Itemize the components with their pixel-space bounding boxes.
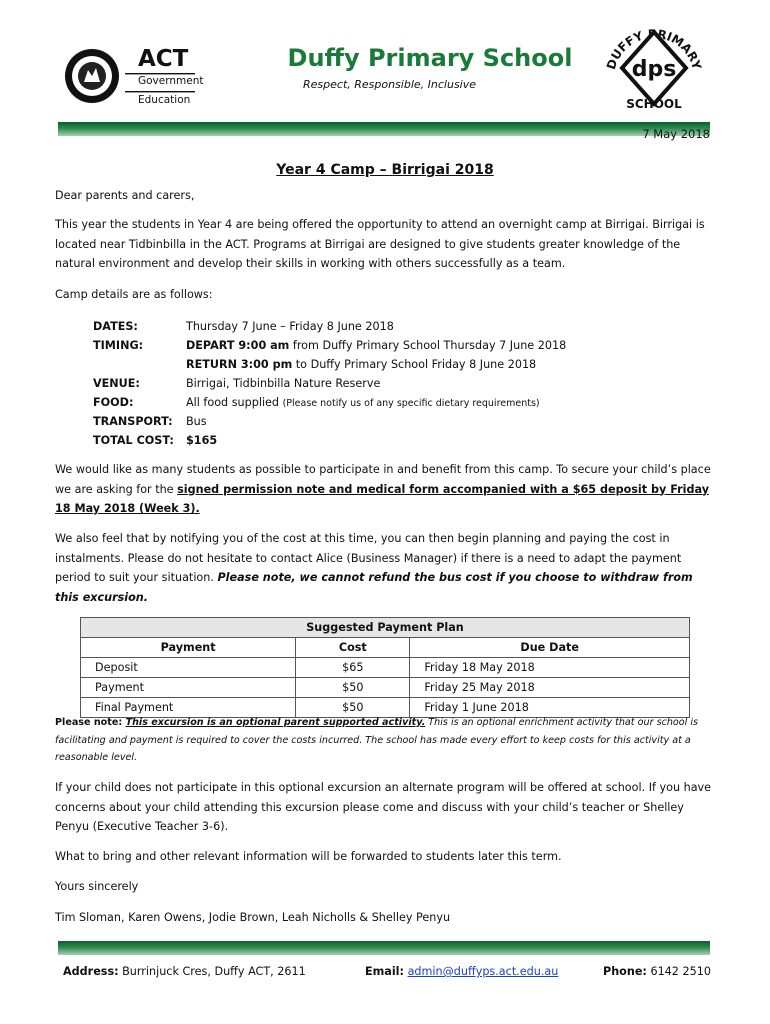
school-name: Duffy Primary School	[287, 44, 573, 72]
signoff: Yours sincerely	[55, 880, 139, 893]
optional-activity-note: Please note: This excursion is an optional parent supported activity. This is an optional enrichment activity that our school is facilitating and payment is required to cover the costs incurred. The school has made every effort to keep costs for this activity at a reasonable level.	[55, 717, 699, 763]
intro-paragraph: This year the students in Year 4 are being offered the opportunity to attend an overnight camp at Birrigai. Birrigai is located near Tidbinbilla in the ACT. Programs at Birrigai are designed to give students greater knowledge of the natural environment and develop their skills in working with others successfully as a team.	[55, 218, 705, 270]
deposit-requirement: signed permission note and medical form accompanied with a $65 deposit by Friday 18 May 2018 (Week 3).	[55, 482, 709, 515]
cost-cell: $65	[296, 658, 410, 678]
payment-cell: Payment	[81, 678, 296, 698]
payment-info-paragraph	[55, 529, 715, 607]
venue-value: Birrigai, Tidbinbilla Nature Reserve	[186, 377, 381, 390]
phone-label: Phone:	[603, 965, 647, 978]
col-header-payment: Payment	[81, 638, 296, 658]
details-row-timing	[93, 336, 566, 355]
salutation: Dear parents and carers,	[55, 189, 195, 202]
timing-label: TIMING:	[93, 339, 144, 352]
letter-title: Year 4 Camp – Birrigai 2018	[276, 162, 494, 178]
cost-cell: $50	[296, 678, 410, 698]
badge-initials: dps	[631, 57, 677, 82]
payment-plan-caption: Suggested Payment Plan	[81, 618, 690, 638]
col-header-due-date: Due Date	[410, 638, 690, 658]
details-row-return	[93, 355, 566, 374]
act-logo-education: Education	[138, 94, 191, 106]
timing-return	[186, 355, 566, 374]
timing-depart	[186, 336, 566, 355]
cost-value: $165	[186, 434, 218, 447]
food-note: (Please notify us of any specific dietary requirements)	[282, 398, 540, 409]
badge-top-text: UFFY PRIMAR	[608, 26, 701, 64]
letter-date: 7 May 2018	[642, 127, 710, 141]
note-underlined: This excursion is an optional parent supported activity.	[125, 717, 426, 728]
dates-value: Thursday 7 June – Friday 8 June 2018	[186, 320, 394, 333]
act-logo-government: Government	[138, 75, 204, 87]
table-row	[81, 658, 690, 678]
address-value: Burrinjuck Cres, Duffy ACT, 2611	[118, 965, 306, 978]
depart-rest: from Duffy Primary School Thursday 7 June 2018	[289, 339, 567, 352]
payment-cell: Final Payment	[81, 698, 296, 718]
note-label: Please note	[55, 717, 119, 728]
header-divider-band	[58, 122, 710, 136]
dates-label: DATES:	[93, 320, 138, 333]
signatories: Tim Sloman, Karen Owens, Jodie Brown, Leah Nicholls & Shelley Penyu	[55, 911, 451, 924]
details-row-venue	[93, 374, 566, 393]
footer-address	[63, 965, 306, 978]
email-link[interactable]: admin@duffyps.act.edu.au	[407, 965, 559, 978]
what-to-bring-paragraph: What to bring and other relevant information will be forwarded to students later this term.	[55, 850, 562, 863]
badge-school-text: SCHOOL	[626, 97, 682, 111]
details-row-transport	[93, 412, 566, 431]
footer-divider-band	[58, 941, 710, 955]
email-label: Email:	[365, 965, 404, 978]
venue-label: VENUE:	[93, 377, 140, 390]
food-value	[186, 393, 566, 412]
due-date-cell: Friday 25 May 2018	[410, 678, 690, 698]
food-label: FOOD:	[93, 396, 134, 409]
footer-phone	[603, 965, 711, 978]
alternate-program-paragraph: If your child does not participate in this optional excursion an alternate program will be offered at school. If you have concerns about your child attending this excursion please come and discuss with your child’s teacher or Shelley Penyu (Executive Teacher 3-6).	[55, 781, 712, 833]
details-row-cost	[93, 431, 566, 450]
school-badge-logo	[606, 18, 702, 114]
due-date-cell: Friday 1 June 2018	[410, 698, 690, 718]
secure-place-text: We would like as many students as possible to participate in and benefit from this camp. To secure your child’s place we are asking for the	[55, 463, 711, 496]
transport-label: TRANSPORT:	[93, 415, 173, 428]
food-text: All food supplied	[186, 396, 283, 409]
return-time: RETURN 3:00 pm	[186, 358, 293, 371]
act-logo-text: ACT	[138, 46, 189, 72]
col-header-cost: Cost	[296, 638, 410, 658]
secure-place-paragraph	[55, 460, 715, 519]
school-tagline: Respect, Responsible, Inclusive	[303, 78, 477, 91]
cost-cell: $50	[296, 698, 410, 718]
payment-plan-table	[80, 617, 690, 718]
act-government-logo	[62, 44, 202, 114]
table-row	[81, 678, 690, 698]
camp-details-table	[93, 317, 566, 450]
note-rest: This is an optional enrichment activity that our school is facilitating and payment is required to cover the costs incurred. The school has made every effort to keep costs for this activity at a reasonable level.	[55, 717, 699, 763]
payment-cell: Deposit	[81, 658, 296, 678]
due-date-cell: Friday 18 May 2018	[410, 658, 690, 678]
transport-value: Bus	[186, 415, 207, 428]
refund-warning: Please note, we cannot refund the bus cost if you choose to withdraw from this excursion.	[55, 571, 693, 604]
address-label: Address:	[63, 965, 119, 978]
phone-value: 6142 2510	[646, 965, 711, 978]
details-row-dates	[93, 317, 566, 336]
footer-email	[365, 965, 558, 978]
cost-label: TOTAL COST:	[93, 434, 174, 447]
payment-info-text: We also feel that by notifying you of the cost at this time, you can then begin planning and paying the cost in instalments. Please do not hesitate to contact Alice (Business Manager) if there is a need to adapt the payment period to suit your situation.	[55, 532, 682, 584]
depart-time: DEPART 9:00 am	[186, 339, 290, 352]
details-intro: Camp details are as follows:	[55, 288, 213, 301]
return-rest: to Duffy Primary School Friday 8 June 2018	[292, 358, 537, 371]
details-row-food	[93, 393, 566, 412]
